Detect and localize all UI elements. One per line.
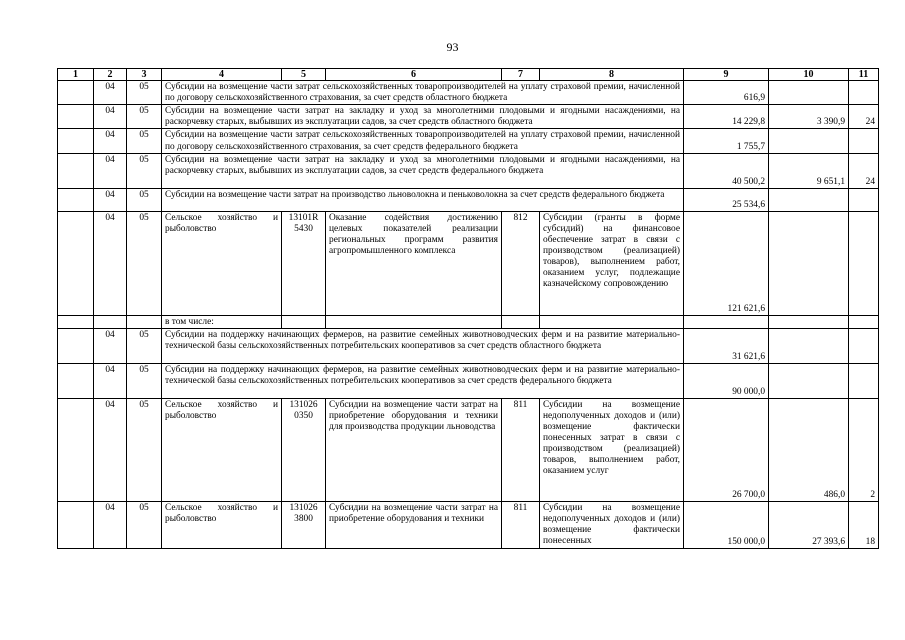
cell-c8: Субсидии на возмещение недополученных доходов и (или) возмещение фактически понесенных [540,501,684,548]
cell-c11 [849,81,879,105]
cell-c11 [849,328,879,363]
cell-c9: 616,9 [684,81,769,105]
cell-c7: 812 [502,211,540,315]
column-header: 6 [326,69,502,81]
cell-c10 [769,81,849,105]
cell-c4: Сельское хозяйство и рыболовство [162,501,282,548]
table-row [58,315,879,328]
cell-c11 [849,363,879,398]
cell-c9: 25 534,6 [684,188,769,211]
cell-c10 [769,188,849,211]
cell-c1 [58,105,94,129]
cell-c10 [769,328,849,363]
cell-c9: 14 229,8 [684,105,769,129]
cell-c8: Субсидии (гранты в форме субсидий) на финансовое обеспечение затрат в связи с производством (реализацией) товаров), выполнением работ, оказанием услуг, подлежащие казначейскому сопровождению [540,211,684,315]
cell-c1 [58,315,94,328]
subsidy-description: Субсидии на поддержку начинающих фермеров, на развитие семейных животноводческих ферм и на развитие материально-технической базы сельскохозяйственных потребительских кооперативов за счет средств федерального бюджета [162,363,684,398]
cell-c1 [58,211,94,315]
cell-c3: 05 [127,81,162,105]
table-row [58,105,879,129]
cell-c9: 1 755,7 [684,129,769,153]
cell-c9 [684,315,769,328]
column-header: 4 [162,69,282,81]
subsidy-description: Субсидии на возмещение части затрат на закладку и уход за многолетними плодовыми и ягодными насаждениями, на раскорчевку старых, выбывших из эксплуатации садов, за счет средств федерального бюджета [162,153,684,188]
cell-c10: 3 390,9 [769,105,849,129]
note-text: в том числе: [162,315,282,328]
cell-c2: 04 [94,398,127,501]
cell-c3: 05 [127,188,162,211]
cell-c10 [769,129,849,153]
cell-c6: Субсидии на возмещение части затрат на приобретение оборудования и техники для производства продукции льноводства [326,398,502,501]
cell-c10: 486,0 [769,398,849,501]
table-row [58,188,879,211]
table-row [58,129,879,153]
cell-c7: 811 [502,501,540,548]
table-row [58,363,879,398]
cell-c5: 13101R 5430 [282,211,326,315]
cell-c4: Сельское хозяйство и рыболовство [162,398,282,501]
cell-c9: 31 621,6 [684,328,769,363]
cell-c8 [540,315,684,328]
cell-c2: 04 [94,81,127,105]
table-row [58,501,879,548]
subsidy-description: Субсидии на возмещение части затрат сельскохозяйственных товаропроизводителей на уплату страховой премии, начисленной по договору сельскохозяйственного страхования, за счет средств областного бюджета [162,81,684,105]
cell-c10: 27 393,6 [769,501,849,548]
subsidy-description: Субсидии на возмещение части затрат на производство льноволокна и пеньковолокна за счет средств федерального бюджета [162,188,684,211]
cell-c9: 40 500,2 [684,153,769,188]
budget-table [57,68,879,549]
table-row [58,153,879,188]
cell-c1 [58,398,94,501]
cell-c3: 05 [127,129,162,153]
cell-c4: Сельское хозяйство и рыболовство [162,211,282,315]
cell-c2: 04 [94,211,127,315]
column-header: 8 [540,69,684,81]
cell-c2 [94,315,127,328]
cell-c1 [58,188,94,211]
table-row [58,211,879,315]
column-header: 1 [58,69,94,81]
cell-c7: 811 [502,398,540,501]
cell-c6: Субсидии на возмещение части затрат на приобретение оборудования и техники [326,501,502,548]
cell-c2: 04 [94,501,127,548]
cell-c5: 131026 0350 [282,398,326,501]
cell-c2: 04 [94,129,127,153]
cell-c11: 24 [849,153,879,188]
table-row [58,398,879,501]
cell-c9: 26 700,0 [684,398,769,501]
cell-c6: Оказание содействия достижению целевых показателей реализации региональных программ развития агропромышленного комплекса [326,211,502,315]
cell-c2: 04 [94,328,127,363]
column-header: 10 [769,69,849,81]
cell-c1 [58,129,94,153]
cell-c10 [769,211,849,315]
column-header: 2 [94,69,127,81]
cell-c3: 05 [127,211,162,315]
cell-c3: 05 [127,501,162,548]
subsidy-description: Субсидии на возмещение части затрат на закладку и уход за многолетними плодовыми и ягодными насаждениями, на раскорчевку старых, выбывших из эксплуатации садов, за счет средств областного бюджета [162,105,684,129]
cell-c5 [282,315,326,328]
cell-c2: 04 [94,188,127,211]
page-number: 93 [446,40,459,54]
cell-c9: 150 000,0 [684,501,769,548]
cell-c3: 05 [127,363,162,398]
table-row [58,81,879,105]
cell-c5: 131026 3800 [282,501,326,548]
column-header: 9 [684,69,769,81]
table-row [58,328,879,363]
column-header: 3 [127,69,162,81]
subsidy-description: Субсидии на поддержку начинающих фермеров, на развитие семейных животноводческих ферм и на развитие материально-технической базы сельскохозяйственных потребительских кооперативов за счет средств областного бюджета [162,328,684,363]
cell-c3: 05 [127,398,162,501]
cell-c1 [58,153,94,188]
header-row [58,69,879,81]
cell-c11: 18 [849,501,879,548]
cell-c7 [502,315,540,328]
column-header: 7 [502,69,540,81]
cell-c6 [326,315,502,328]
column-header: 11 [849,69,879,81]
cell-c2: 04 [94,105,127,129]
cell-c9: 90 000,0 [684,363,769,398]
cell-c1 [58,328,94,363]
cell-c3: 05 [127,105,162,129]
cell-c8: Субсидии на возмещение недополученных доходов и (или) возмещение фактически понесенных затрат в связи с производством (реализацией) товаров, выполнением работ, оказанием услуг [540,398,684,501]
cell-c10 [769,315,849,328]
cell-c11 [849,129,879,153]
cell-c1 [58,363,94,398]
cell-c11: 24 [849,105,879,129]
subsidy-description: Субсидии на возмещение части затрат сельскохозяйственных товаропроизводителей на уплату страховой премии, начисленной по договору сельскохозяйственного страхования, за счет средств федерального бюджета [162,129,684,153]
cell-c1 [58,501,94,548]
cell-c11 [849,211,879,315]
cell-c3: 05 [127,328,162,363]
cell-c1 [58,81,94,105]
cell-c2: 04 [94,363,127,398]
cell-c11: 2 [849,398,879,501]
cell-c3 [127,315,162,328]
cell-c11 [849,188,879,211]
cell-c11 [849,315,879,328]
cell-c10 [769,363,849,398]
cell-c3: 05 [127,153,162,188]
cell-c2: 04 [94,153,127,188]
cell-c10: 9 651,1 [769,153,849,188]
cell-c9: 121 621,6 [684,211,769,315]
column-header: 5 [282,69,326,81]
